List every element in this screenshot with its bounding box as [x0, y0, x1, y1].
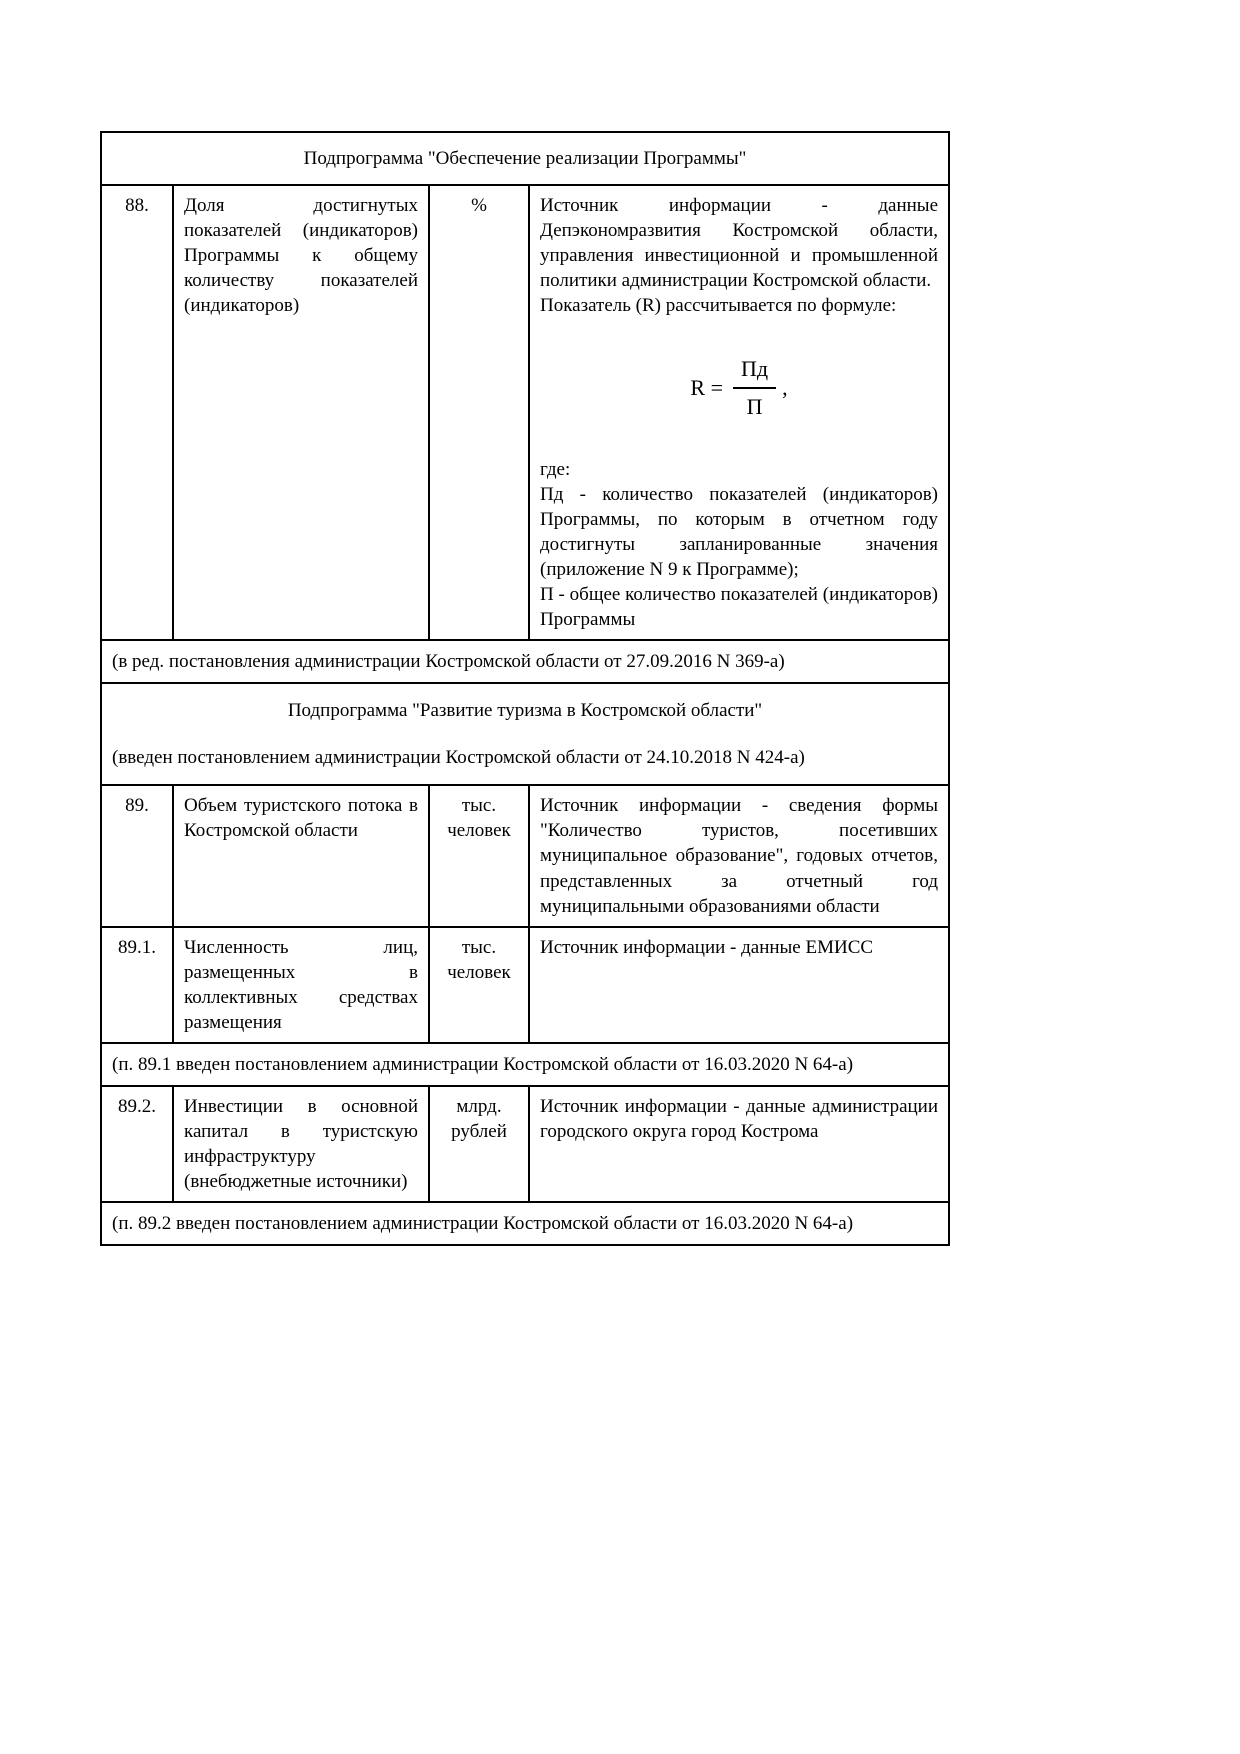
fraction-numerator: Пд — [733, 354, 776, 388]
table-row-88 — [101, 185, 949, 640]
amendment-note: (в ред. постановления администрации Костромской области от 27.09.2016 N 369-а) — [101, 640, 949, 683]
fraction-denominator: П — [746, 393, 763, 419]
indicator-name: Численность лиц, размещенных в коллективных средствах размещения — [173, 927, 429, 1043]
table-row-89-2 — [101, 1086, 949, 1202]
source-paragraph: Пд - количество показателей (индикаторов) Программы, по которым в отчетном году достигнуты запланированные значения (приложение N 9 к Программе); — [540, 483, 939, 580]
formula-comma: , — [782, 374, 788, 400]
table-row-89 — [101, 785, 949, 926]
subprogram2-header-row — [101, 683, 949, 785]
row-number: 89.2. — [101, 1086, 173, 1202]
source-info-cell — [529, 185, 949, 640]
source-paragraph: П - общее количество показателей (индикаторов) Программы — [540, 583, 939, 630]
amendment-note: (п. 89.1 введен постановлением администрации Костромской области от 16.03.2020 N 64-а) — [101, 1043, 949, 1086]
source-paragraph: Показатель (R) рассчитывается по формуле: — [540, 295, 897, 317]
table-row-89-1 — [101, 927, 949, 1043]
indicator-name: Инвестиции в основной капитал в туристскую инфраструктуру (внебюджетные источники) — [173, 1086, 429, 1202]
subprogram2-header-cell — [101, 683, 949, 785]
source-info-cell: Источник информации - сведения формы "Количество туристов, посетивших муниципальное образование", годовых отчетов, представленных за отчетный год муниципальными образованиями области — [529, 785, 949, 926]
source-info-cell: Источник информации - данные администрации городского округа город Кострома — [529, 1086, 949, 1202]
subprogram2-intro-note: (введен постановлением администрации Костромской области от 24.10.2018 N 424-а) — [112, 747, 805, 769]
row-number: 89. — [101, 785, 173, 926]
note-row-89-2 — [101, 1202, 949, 1245]
indicators-table — [100, 131, 950, 1246]
indicator-name: Доля достигнутых показателей (индикаторов) Программы к общему количеству показателей (индикаторов) — [173, 185, 429, 640]
note-row-89-1 — [101, 1043, 949, 1086]
amendment-row — [101, 640, 949, 683]
formula-lhs: R = — [690, 374, 723, 400]
source-paragraph: где: — [540, 458, 571, 480]
formula — [540, 354, 938, 420]
amendment-note: (п. 89.2 введен постановлением администрации Костромской области от 16.03.2020 N 64-а) — [101, 1202, 949, 1245]
subprogram1-title: Подпрограмма "Обеспечение реализации Программы" — [101, 132, 949, 185]
subprogram2-title: Подпрограмма "Развитие туризма в Костромской области" — [287, 700, 763, 722]
unit-of-measure: тыс. человек — [429, 927, 529, 1043]
row-number: 88. — [101, 185, 173, 640]
unit-of-measure: тыс. человек — [429, 785, 529, 926]
source-paragraph: Источник информации - данные Депэкономразвития Костромской области, управления инвестиционной и промышленной политики администрации Костромской области. — [540, 195, 939, 292]
unit-of-measure: % — [429, 185, 529, 640]
row-number: 89.1. — [101, 927, 173, 1043]
fraction — [733, 354, 776, 420]
subprogram1-title-row — [101, 132, 949, 185]
source-info-cell: Источник информации - данные ЕМИСС — [529, 927, 949, 1043]
indicator-name: Объем туристского потока в Костромской области — [173, 785, 429, 926]
unit-of-measure: млрд. рублей — [429, 1086, 529, 1202]
